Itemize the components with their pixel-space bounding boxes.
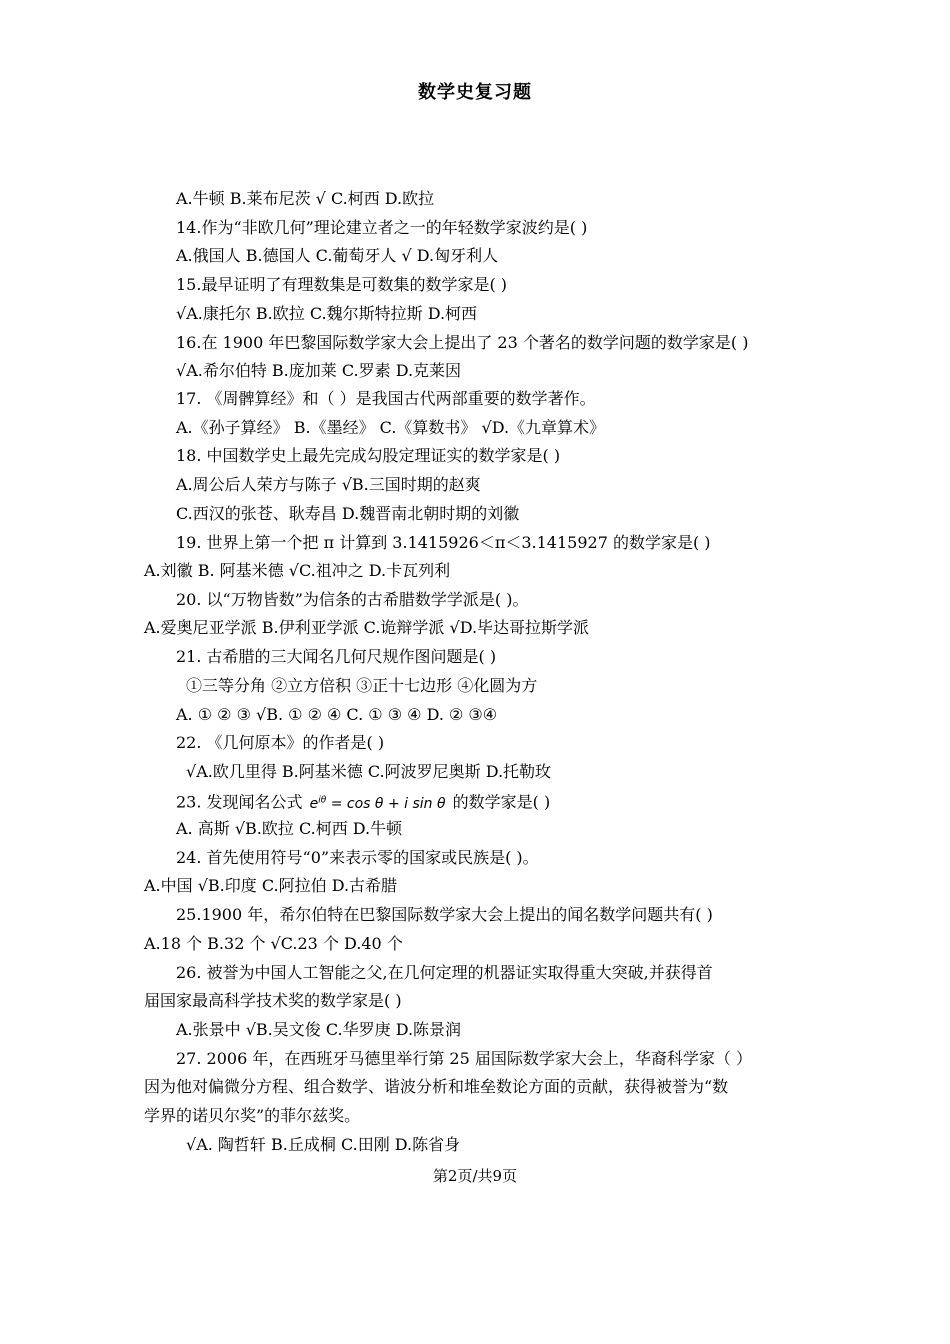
question-25: 25.1900 年，希尔伯特在巴黎国际数学家大会上提出的闻名数学问题共有( ) (176, 905, 713, 924)
page-title: 数学史复习题 (418, 82, 532, 103)
answer-line-27: √A. 陶哲轩 B.丘成桐 C.田刚 D.陈省身 (186, 1135, 461, 1154)
question-21-items: ①三等分角 ②立方倍积 ③正十七边形 ④化圆为方 (186, 676, 538, 695)
question-21: 21. 古希腊的三大闻名几何尺规作图问题是( ) (176, 647, 497, 666)
question-26-line1: 26. 被誉为中国人工智能之父,在几何定理的机器证实取得重大突破,并获得首 (176, 963, 713, 982)
formula-rhs: = cos θ + i sin θ (330, 795, 446, 812)
question-27-line2: 因为他对偏微分方程、组合数学、谐波分析和堆垒数论方面的贡献，获得被誉为“数 (144, 1077, 729, 1096)
answer-line-18b: C.西汉的张苍、耿寿昌 D.魏晋南北朝时期的刘徽 (176, 504, 520, 523)
answer-line-22: √A.欧几里得 B.阿基米德 C.阿波罗尼奥斯 D.托勒玫 (186, 762, 552, 781)
answer-line-15: √A.康托尔 B.欧拉 C.魏尔斯特拉斯 D.柯西 (176, 304, 478, 323)
answer-line-20: A.爱奥尼亚学派 B.伊利亚学派 C.诡辩学派 √D.毕达哥拉斯学派 (144, 618, 590, 637)
question-20: 20. 以“万物皆数”为信条的古希腊数学学派是( )。 (176, 590, 529, 609)
formula-base: e (309, 795, 319, 812)
answer-line-16: √A.希尔伯特 B.庞加莱 C.罗素 D.克莱因 (176, 361, 462, 380)
answer-line-14: A.俄国人 B.德国人 C.葡萄牙人 √ D.匈牙利人 (176, 246, 499, 265)
answer-line-24: A.中国 √B.印度 C.阿拉伯 D.古希腊 (144, 876, 398, 895)
answer-line-26: A.张景中 √B.吴文俊 C.华罗庚 D.陈景润 (176, 1020, 462, 1039)
question-23 (176, 790, 550, 814)
question-24: 24. 首先使用符号“0”来表示零的国家或民族是( )。 (176, 848, 539, 867)
question-22: 22. 《几何原本》的作者是( ) (176, 733, 385, 752)
answer-line-13: A.牛顿 B.莱布尼茨 √ C.柯西 D.欧拉 (176, 189, 435, 208)
answer-line-19: A.刘徽 B. 阿基米德 √C.祖冲之 D.卡瓦列利 (144, 561, 451, 580)
question-17: 17. 《周髀算经》和（ ）是我国古代两部重要的数学著作。 (176, 389, 596, 408)
question-15: 15.最早证明了有理数集是可数集的数学家是( ) (176, 275, 508, 294)
question-19: 19. 世界上第一个把 π 计算到 3.1415926＜π＜3.1415927 的数学家是( ) (176, 533, 711, 552)
question-27-line1: 27. 2006 年，在西班牙马德里举行第 25 届国际数学家大会上，华裔科学家（ ） (176, 1049, 752, 1068)
question-23-text: 23. 发现闻名公式 (176, 792, 303, 812)
answer-line-17: A.《孙子算经》 B.《墨经》 C.《算数书》 √D.《九章算术》 (176, 418, 606, 437)
question-14: 14.作为“非欧几何”理论建立者之一的年轻数学家波约是( ) (176, 218, 588, 237)
question-27-line3: 学界的诺贝尔奖”的菲尔兹奖。 (144, 1106, 361, 1125)
page-number: 第2页/共9页 (432, 1167, 518, 1185)
question-23-tail: 的数学家是( ) (452, 792, 551, 812)
answer-line-18a: A.周公后人荣方与陈子 √B.三国时期的赵爽 (176, 475, 481, 494)
question-16: 16.在 1900 年巴黎国际数学家大会上提出了 23 个著名的数学问题的数学家是( ) (176, 333, 749, 352)
formula-exponent: iθ (318, 795, 327, 805)
answer-line-23: A. 高斯 √B.欧拉 C.柯西 D.牛顿 (176, 819, 403, 838)
euler-formula (308, 796, 448, 812)
answer-line-21: A. ① ② ③ √B. ① ② ④ C. ① ③ ④ D. ② ③④ (176, 705, 498, 724)
answer-line-25: A.18 个 B.32 个 √C.23 个 D.40 个 (144, 934, 403, 953)
question-26-line2: 届国家最高科学技术奖的数学家是( ) (144, 991, 402, 1010)
question-18: 18. 中国数学史上最先完成勾股定理证实的数学家是( ) (176, 446, 561, 465)
